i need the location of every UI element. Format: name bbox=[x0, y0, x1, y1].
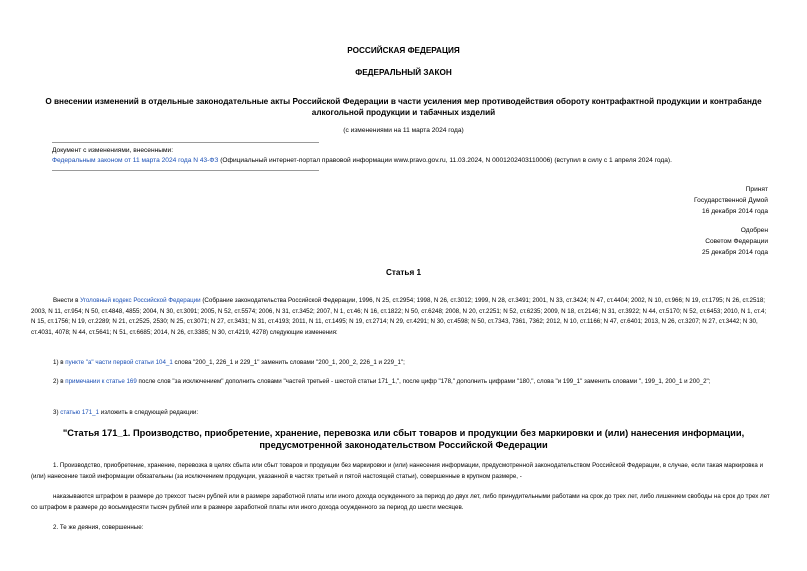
criminal-code-link[interactable]: Уголовный кодекс Российской Федерации bbox=[80, 297, 201, 304]
intro-text: (Собрание законодательства Российской Федерации, 1996, N 25, ст.2954; 1998, N 26, ст.3012; 1999, N 28, ст.3491; 2001, N 33, ст.3424; N 47, ст.4404; 2002, N 10, ст.966; N 19, ст.1795; N 26, ст.2518; 2003, N 11, ст.954; N 50, ст.4848, 4855; 2004, N 30, ст.3091; 2005, N 52, ст.5574; 2006, N 31, ст.3452; 2007, N 1, ст.46; N 16, ст.1822; N 50, ст.6248; 2008, N 20, ст.2251; N 52, ст.6235; 2009, N 18, ст.2146; N 31, ст.3922; N 44, ст.5170; N 52, ст.6453; 2010, N 1, ст.4; N 15, ст.1756; N 19, ст.2289; N 21, ст.2525, 2530; N 25, ст.3071; N 27, ст.3431; N 31, ст.4193; 2011, N 11, ст.1495; N 19, ст.2714; N 29, ст.4291; N 30, ст.4598; N 50, ст.7343, 7361, 7362; 2012, N 10, ст.1166; N 47, ст.6401; 2013, N 26, ст.3207; N 27, ст.3442; N 30, ст.4031, 4078; N 44, ст.5641; N 51, ст.6685; 2014, N 26, ст.3385; N 30, ст.4219, 4278) следующие изменения: bbox=[31, 297, 767, 336]
amendments-line bbox=[52, 156, 792, 167]
article-171-1-link[interactable]: статью 171_1 bbox=[60, 409, 100, 416]
item-3 bbox=[31, 408, 771, 419]
paragraph-penalty: наказываются штрафом в размере до трехсот тысяч рублей или в размере заработной платы или иного дохода осужденного за период до двух лет, либо принудительными работами на срок до трех лет, либо лишением свободы на срок до трех лет со штрафом в размере до восьмидесяти тысяч рублей или в размере заработной платы или иного дохода осужденного за период до шести месяцев. bbox=[31, 493, 770, 511]
law-type-heading: ФЕДЕРАЛЬНЫЙ ЗАКОН bbox=[355, 68, 452, 77]
adopted-block bbox=[694, 184, 768, 217]
item-3-prefix: 3) bbox=[53, 409, 61, 416]
article-intro bbox=[31, 296, 771, 338]
amendments-intro: Документ с изменениями, внесенными: bbox=[52, 147, 174, 154]
divider-top bbox=[52, 142, 319, 143]
amendments-details: (Официальный интернет-портал правовой информации www.pravo.gov.ru, 11.03.2024, N 0001202403110006) (вступил в силу с 1 апреля 2024 года). bbox=[218, 157, 672, 164]
paragraph-1: 1. Производство, приобретение, хранение, перевозка в целях сбыта или сбыт товаров и продукции без маркировки и (или) нанесения информации, предусмотренной законодательством Российской Федерации, в случае, если такая маркировка и (или) нанесение такой информации обязательны (за исключением продукции, указанной в частях третьей и пятой настоящей статьи), совершенные в крупном размере, - bbox=[31, 462, 764, 480]
item-3-text: изложить в следующей редакции: bbox=[99, 409, 199, 416]
item-2 bbox=[31, 377, 771, 388]
approved-label: Одобрен bbox=[740, 227, 768, 234]
revision-note: (с изменениями на 11 марта 2024 года) bbox=[343, 127, 464, 134]
approved-body: Советом Федерации bbox=[705, 238, 768, 245]
adopted-date: 16 декабря 2014 года bbox=[702, 208, 768, 215]
intro-prefix: Внести в bbox=[53, 297, 81, 304]
approved-date: 25 декабря 2014 года bbox=[702, 249, 768, 256]
approved-block bbox=[702, 225, 768, 258]
article-169-note-link[interactable]: примечании к статье 169 bbox=[65, 378, 137, 385]
item-1 bbox=[31, 358, 771, 369]
item-2-prefix: 2) в bbox=[53, 378, 66, 385]
law-title: О внесении изменений в отдельные законодательные акты Российской Федерации в части усиления мер противодействия обороту контрафактной продукции и контрабанде алкогольной продукции и табачных изделий bbox=[45, 97, 762, 117]
divider-bottom bbox=[52, 170, 319, 171]
country-heading: РОССИЙСКАЯ ФЕДЕРАЦИЯ bbox=[347, 46, 460, 55]
article-104-1-link[interactable]: пункте "а" части первой статьи 104_1 bbox=[65, 359, 173, 366]
paragraph-2: 2. Те же деяния, совершенные: bbox=[53, 524, 144, 531]
article-heading: Статья 1 bbox=[385, 268, 422, 277]
item-2-text: после слов "за исключением" дополнить словами "частей третьей - шестой статьи 171_1,", после цифр "178," дополнить цифрами "180,", слова "и 199_1" заменить словами ", 199_1, 200_1 и 200_2"; bbox=[136, 378, 711, 385]
item-1-prefix: 1) в bbox=[53, 359, 66, 366]
adopted-body: Государственной Думой bbox=[694, 197, 768, 204]
item-1-text: слова "200_1, 226_1 и 229_1" заменить словами "200_1, 200_2, 226_1 и 229_1"; bbox=[172, 359, 405, 366]
amending-law-link[interactable]: Федеральным законом от 11 марта 2024 года N 43-ФЗ bbox=[52, 157, 219, 164]
new-article-title: "Статья 171_1. Производство, приобретение, хранение, перевозка или сбыт товаров и продукции без маркировки и (или) нанесения информации, предусмотренной законодательством Российской Федерации bbox=[62, 428, 745, 450]
adopted-label: Принят bbox=[745, 186, 768, 193]
